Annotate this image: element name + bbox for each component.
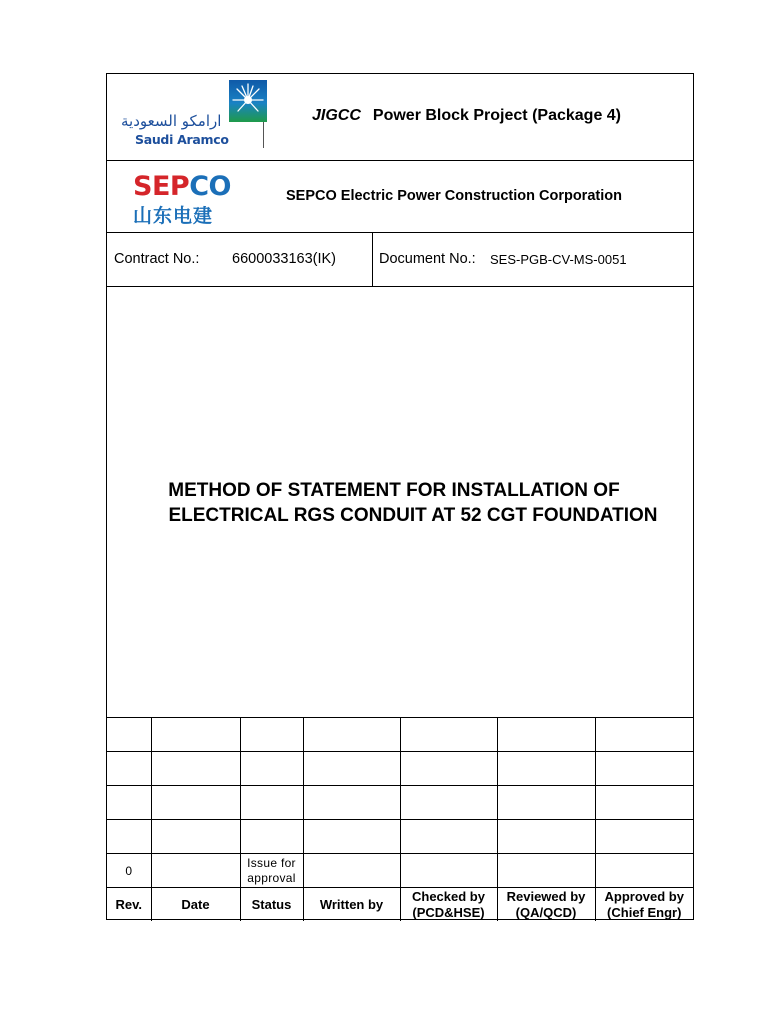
project-header-row <box>107 74 693 161</box>
table-cell <box>595 786 693 820</box>
saudi-aramco-logo <box>117 80 267 150</box>
contract-cell <box>107 233 373 286</box>
table-cell <box>303 820 400 854</box>
revision-row-0 <box>107 854 693 888</box>
revision-table <box>107 717 693 921</box>
header-approved-by-line-1: Approved by <box>604 888 684 904</box>
table-cell <box>400 718 497 752</box>
table-cell <box>240 786 303 820</box>
document-title <box>107 478 693 528</box>
rev-status-cell <box>240 854 303 888</box>
table-cell <box>595 718 693 752</box>
table-cell <box>107 718 151 752</box>
contract-number: 6600033163(IK) <box>232 251 336 267</box>
rev-approved-by-cell <box>595 854 693 888</box>
sepco-wordmark <box>133 171 231 202</box>
table-cell <box>107 786 151 820</box>
header-status: Status <box>240 888 303 922</box>
header-rev: Rev. <box>107 888 151 922</box>
project-title <box>312 107 621 125</box>
reference-row <box>107 233 693 287</box>
revision-row-empty <box>107 752 693 786</box>
table-cell <box>303 718 400 752</box>
header-reviewed-by-line-2: (QA/QCD) <box>515 904 577 920</box>
header-approved-by <box>595 888 693 922</box>
aramco-english-wordmark: Saudi Aramco <box>135 132 229 147</box>
rev-reviewed-by-cell <box>497 854 595 888</box>
table-cell <box>497 786 595 820</box>
table-cell <box>400 752 497 786</box>
aramco-arabic-wordmark: ارامكو السعودية <box>121 112 222 130</box>
rev-date-cell <box>151 854 240 888</box>
sepco-logo <box>133 171 233 226</box>
table-cell <box>151 786 240 820</box>
revision-header-row <box>107 888 693 922</box>
sepco-wordmark-blue: CO <box>189 171 231 202</box>
header-approved-by-line-2: (Chief Engr) <box>607 904 682 920</box>
table-cell <box>240 752 303 786</box>
table-cell <box>595 820 693 854</box>
revision-row-empty <box>107 820 693 854</box>
table-cell <box>497 752 595 786</box>
header-date: Date <box>151 888 240 922</box>
project-code: JIGCC <box>312 107 361 124</box>
sepco-chinese-wordmark: 山东电建 <box>133 205 214 227</box>
document-cover-sheet <box>106 73 694 920</box>
table-cell <box>240 820 303 854</box>
table-cell <box>497 820 595 854</box>
project-name: Power Block Project (Package 4) <box>372 107 622 124</box>
sepco-wordmark-red: SEP <box>133 171 190 202</box>
table-cell <box>595 752 693 786</box>
revision-row-empty <box>107 786 693 820</box>
contractor-row <box>107 161 693 233</box>
rev-written-by-cell <box>303 854 400 888</box>
table-cell <box>107 752 151 786</box>
contract-label: Contract No.: <box>114 251 200 267</box>
header-written-by: Written by <box>303 888 400 922</box>
rev-checked-by-cell <box>400 854 497 888</box>
revision-row-empty <box>107 718 693 752</box>
table-cell <box>107 820 151 854</box>
rev-status-line-1: Issue for <box>247 855 296 870</box>
table-cell <box>400 820 497 854</box>
header-reviewed-by <box>497 888 595 922</box>
document-title-line-1: METHOD OF STATEMENT FOR INSTALLATION OF <box>168 480 620 501</box>
document-label: Document No.: <box>379 251 476 267</box>
table-cell <box>151 752 240 786</box>
table-cell <box>303 786 400 820</box>
header-checked-by-line-2: (PCD&HSE) <box>412 904 485 920</box>
rev-number-cell: 0 <box>107 854 151 888</box>
header-checked-by <box>400 888 497 922</box>
table-cell <box>151 820 240 854</box>
table-cell <box>400 786 497 820</box>
document-number: SES-PGB-CV-MS-0051 <box>490 252 627 267</box>
aramco-logo-stem <box>263 122 264 148</box>
contractor-name: SEPCO Electric Power Construction Corporation <box>286 188 622 204</box>
header-checked-by-line-1: Checked by <box>412 888 485 904</box>
table-cell <box>240 718 303 752</box>
document-title-line-2: ELECTRICAL RGS CONDUIT AT 52 CGT FOUNDATION <box>168 505 658 526</box>
aramco-star-icon <box>229 80 267 122</box>
table-cell <box>303 752 400 786</box>
header-reviewed-by-line-1: Reviewed by <box>506 888 586 904</box>
table-cell <box>497 718 595 752</box>
table-cell <box>151 718 240 752</box>
rev-status-line-2: approval <box>247 870 296 885</box>
